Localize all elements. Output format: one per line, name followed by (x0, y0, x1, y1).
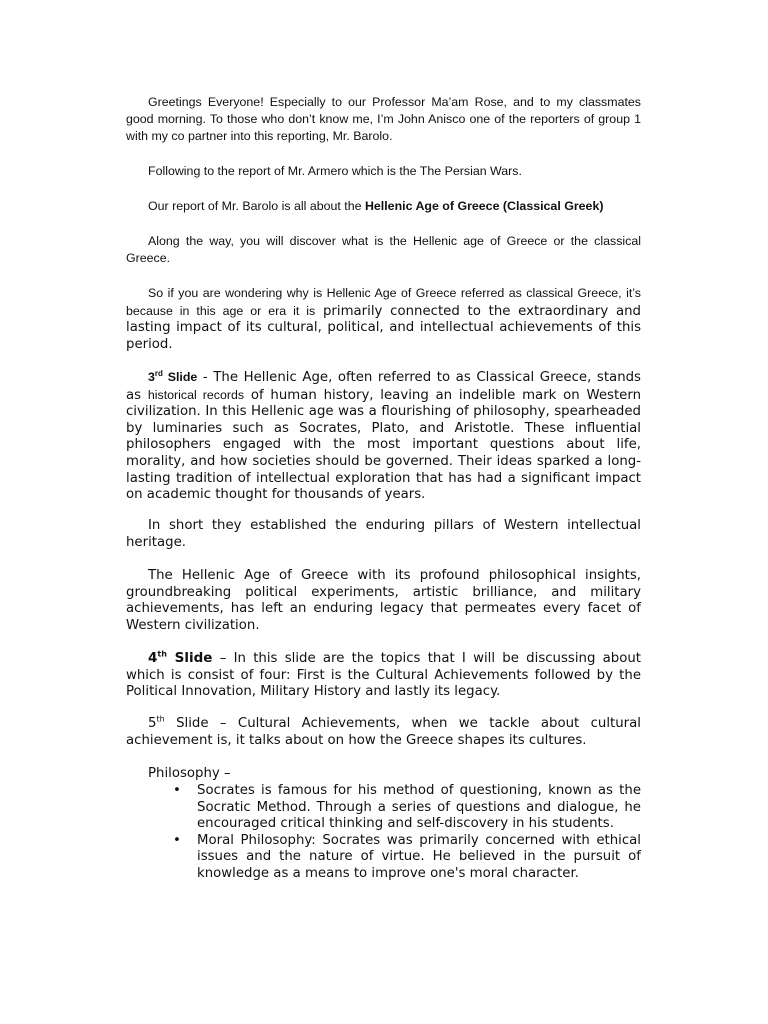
report-topic-bold: Hellenic Age of Greece (Classical Greek) (364, 199, 604, 213)
discover-paragraph: Along the way, you will discover what is the Hellenic age of Greece or the classical Greece. (126, 234, 641, 265)
report-topic-paragraph (126, 198, 641, 215)
slide-4-paragraph (126, 650, 641, 701)
bullet-icon: • (173, 832, 181, 848)
classical-greece-text: primarily connected to the extraordinary and lasting impact of its cultural, political, and intellectual achievements of this period. (126, 303, 641, 352)
slide-4-text: – In this slide are the topics that I will be discussing about which is consist of four: First is the Cultural Achievements followed by the Political Innovation, Military History and lastly its legacy. (126, 651, 642, 700)
list-item (173, 783, 641, 833)
list-item (173, 832, 641, 883)
greeting-paragraph: Greetings Everyone! Especially to our Professor Ma’am Rose, and to my classmates good morning. To those who don’t know me, I’m John Anisco one of the reporters of group 1 with my co partner into this reporting, Mr. Barolo. (126, 95, 641, 143)
slide-3-small-text: historical records (147, 387, 245, 402)
report-topic-text: Our report of Mr. Barolo is all about the (148, 199, 365, 213)
bullet-text: Socrates is famous for his method of questioning, known as the Socratic Method. Through a series of questions and dialogue, he encouraged critical thinking and self-discovery in his students. (197, 783, 641, 832)
in-short-paragraph: In short they established the enduring pillars of Western intellectual heritage. (126, 518, 641, 550)
classical-greece-small-text: So if you are wondering why is Hellenic Age of Greece referred as classical Greece, it’s because in this age or era it is (126, 286, 641, 318)
philosophy-heading: Philosophy – (148, 766, 231, 781)
bullet-icon: • (173, 783, 181, 798)
legacy-paragraph: The Hellenic Age of Greece with its profound philosophical insights, groundbreaking political experiments, artistic brilliance, and military achievements, has left an enduring legacy that permeates every facet of Western civilization. (126, 568, 641, 633)
slide-5-text: Slide – Cultural Achievements, when we tackle about cultural achievement is, it talks about on how the Greece shapes its cultures. (126, 716, 641, 748)
bullet-text: Moral Philosophy: Socrates was primarily concerned with ethical issues and the nature of virtue. He believed in the pursuit of knowledge as a means to improve one's moral character. (197, 832, 641, 881)
slide-3-paragraph (126, 369, 641, 504)
philosophy-bullet-list (173, 783, 641, 883)
slide-5-paragraph: 5th Slide – Cultural Achievements, when we tackle about cultural achievement is, it talks about on how the Greece shapes its cultures. (126, 714, 641, 748)
classical-greece-paragraph (126, 285, 641, 353)
slide-3-text-a: - The Hellenic Age, often referred to as Classical Greece, stands as (126, 370, 641, 403)
slide-3-text-b: of human history, leaving an indelible mark on Western civilization. In this Hellenic age was a flourishing of philosophy, spearheaded by luminaries such as Socrates, Plato, and Aristotle. These influential philosophers engaged with the most important questions about life, morality, and how societies should be governed. Their ideas sparked a long-lasting tradition of intellectual exploration that has had a significant impact on academic thought for thousands of years. (126, 387, 641, 503)
slide-4-label: 4th Slide (148, 649, 213, 666)
slide-3-label: 3rd Slide (148, 368, 198, 384)
persian-wars-paragraph: Following to the report of Mr. Armero which is the The Persian Wars. (148, 164, 522, 178)
